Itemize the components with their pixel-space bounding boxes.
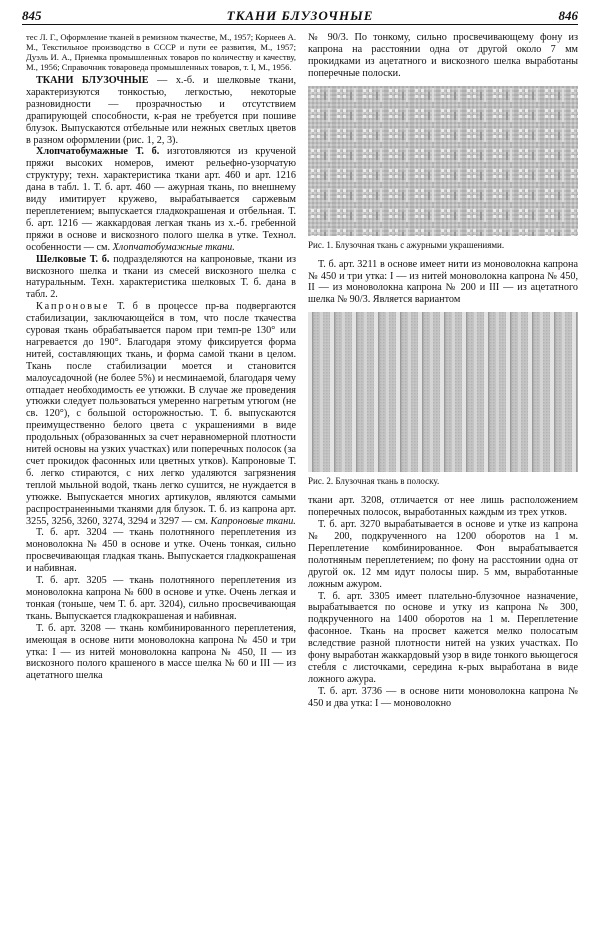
cotton-heading: Хлопчатобумажные Т. б. bbox=[36, 146, 160, 158]
kapron-cross-ref: Капроновые ткани. bbox=[210, 515, 296, 527]
figure-2-image bbox=[308, 312, 578, 472]
article-3208-continued: № 90/3. По тонкому, сильно просвечивающему фону из капрона на расстоянии одна от другой около 7 мм прокидками из ацетатного и вискозного шелка выработаны поперечные полоски. bbox=[308, 32, 578, 79]
silk-section: Шелковые Т. б. подразделяются на капроновые, ткани из вискозного шелка и ткани из смесей вискозного шелка с натуральным. Техн. характеристика шелковых Т. б. дана в табл. 2. bbox=[26, 253, 296, 301]
cotton-cross-ref: Хлопчатобумажные ткани. bbox=[112, 241, 235, 253]
article-3208: Т. б. арт. 3208 — ткань комбинированного переплетения, имеющая в основе нити моноволокна капрона № 450 и три утка: I — из нитей моноволокна капрона № 450, II — из вискозного полого крашеного в массе шелка № 60 и III — из ацетатного шелка bbox=[26, 622, 296, 682]
page-number-left: 845 bbox=[22, 8, 42, 23]
running-title: ТКАНИ БЛУЗОЧНЫЕ bbox=[226, 8, 374, 23]
entry-headword: ТКАНИ БЛУЗОЧНЫЕ bbox=[36, 75, 149, 86]
article-3211: Т. б. арт. 3211 в основе имеет нити из моноволокна капрона № 450 и три утка: I — из нитей моноволокна капрона № 450, II — из моноволокна капрона № 200 и III — из ацетатного шелка № 90/3. Является вариантом bbox=[308, 258, 578, 306]
header-rule bbox=[22, 24, 578, 25]
article-3208-variant-end: ткани арт. 3208, отличается от нее лишь расположением поперечных полосок, выработанных каждым из трех утков. bbox=[308, 495, 578, 519]
article-3204: Т. б. арт. 3204 — ткань полотняного переплетения из моноволокна № 450 в основе и утке. Очень тонкая, сильно просвечивающая гладкая ткань. Выпускается гладкокрашеная и набивная. bbox=[26, 527, 296, 575]
figure-1 bbox=[308, 86, 578, 251]
page-number-right: 846 bbox=[558, 8, 578, 23]
article-3305: Т. б. арт. 3305 имеет плательно-блузочное назначение, вырабатывается по основе и утку из капрона № 300, подкрученного на 1400 оборотов на 1 м. Переплетение фасонное. Ткань на просвет кажется мелко полосатым вследствие разной плотности нитей на узких участках. По фону выработан жаккардовый узор в виде тонкого вьющегося стебля с листочками, середина к-рых выработана в виде ложного ажура. bbox=[308, 590, 578, 685]
figure-1-caption: Рис. 1. Блузочная ткань с ажурными украшениями. bbox=[308, 239, 505, 250]
kapron-section: Капроновые Т. б в процессе пр-ва подвергаются стабилизации, заключающейся в том, что после ткачества суровая ткань обрабатывается паром при темп-ре 130° или нагревается до 190°. Благодаря этому фиксируется форма нитей, составляющих ткань, и форма самой ткани в целом. Ткань после стабилизации моется и становится малоусадочной (не более 5%) и несминаемой, благодаря чему отпадает необходимость ее утюжки. В случае же проведения утюжки следует пользоваться умеренно нагретым утюгом (не св. 120°), с большой осторожностью. Т. б. выпускаются преимущественно белого цвета с украшениями в виде продольных (образованных за счет неравномерной плотности нитей основы на узких участках) или поперечных полосок (за счет прокидок фасонных или цветных утков). Капроновые Т. б. легко стираются, с них легко удаляются загрязнения теплой мыльной водой, ткань легко сушится, не нуждается в утюжке. Выпускается многих артикулов, являются самыми распространенными тканями для блузок. Т. б. из капрона арт. 3255, 3256, 3260, 3274, 3294 и 3297 — см. Капроновые ткани. bbox=[26, 301, 296, 527]
bibliography-refs: тес Л. Г., Оформление тканей в ремизном ткачестве, М., 1957; Корнеев А. М., Текстильное производство в СССР и пути ее развития, М., 1957; Дуэль И. А., Приемка промышленных товаров по количеству и качеству, М., 1956; Справочник товароведа промышленных товаров, т. I, М., 1956. bbox=[26, 32, 296, 72]
right-column bbox=[308, 32, 578, 939]
entry-intro: ТКАНИ БЛУЗОЧНЫЕ — х.-б. и шелковые ткани, характеризуются тонкостью, легкостью, некоторые разновидности — прозрачностью и отсутствием драпирующей способности, к-рая не требуется при пошиве блузок. Выпускаются отбельные или нежных светлых цветов в разном оформлении (рис. 1, 2, 3). bbox=[26, 75, 296, 146]
article-3270: Т. б. арт. 3270 вырабатывается в основе и утке из капрона № 200, подкрученного на 1200 оборотов на 1 м. Переплетение комбинированное. Фон вырабатывается полотняным переплетением; по фону на расстоянии одна от другой ок. 12 мм идут полосы шир. 5 мм, выработанные ложным ажуром. bbox=[308, 519, 578, 590]
kapron-heading: Капроновые bbox=[36, 301, 110, 313]
article-3736: Т. б. арт. 3736 — в основе нити моноволокна капрона № 450 и два утка: I — моноволокно bbox=[308, 685, 578, 709]
figure-2-caption: Рис. 2. Блузочная ткань в полоску. bbox=[308, 476, 440, 487]
figure-2 bbox=[308, 312, 578, 487]
left-column bbox=[26, 32, 296, 939]
article-3205: Т. б. арт. 3205 — ткань полотняного переплетения из моноволокна капрона № 600 в основе и утке. Очень легкая и тонкая (тоньше, чем Т. б. арт. 3204), сильно просвечивающая ткань. Выпускается гладкокрашеная и набивная. bbox=[26, 575, 296, 622]
figure-1-image bbox=[308, 86, 578, 236]
cotton-section: Хлопчатобумажные Т. б. изготовляются из крученой пряжи высоких номеров, имеют рельефно-узорчатую структуру; техн. характеристика ткани арт. 460 и арт. 1216 дана в табл. 1. Т. б. арт. 460 — ажурная ткань, по внешнему виду имитирует кружево, вырабатывается саржевым переплетением; выпускается гладкокрашеная и отбельная. Т. б. арт. 1216 — жаккардовая легкая ткань из х.-б. гребенной пряжи в основе и вискозного полого шелка в утке. Технол. особенности — см. Хлопчатобумажные ткани. bbox=[26, 146, 296, 253]
silk-heading: Шелковые Т. б. bbox=[36, 253, 110, 265]
